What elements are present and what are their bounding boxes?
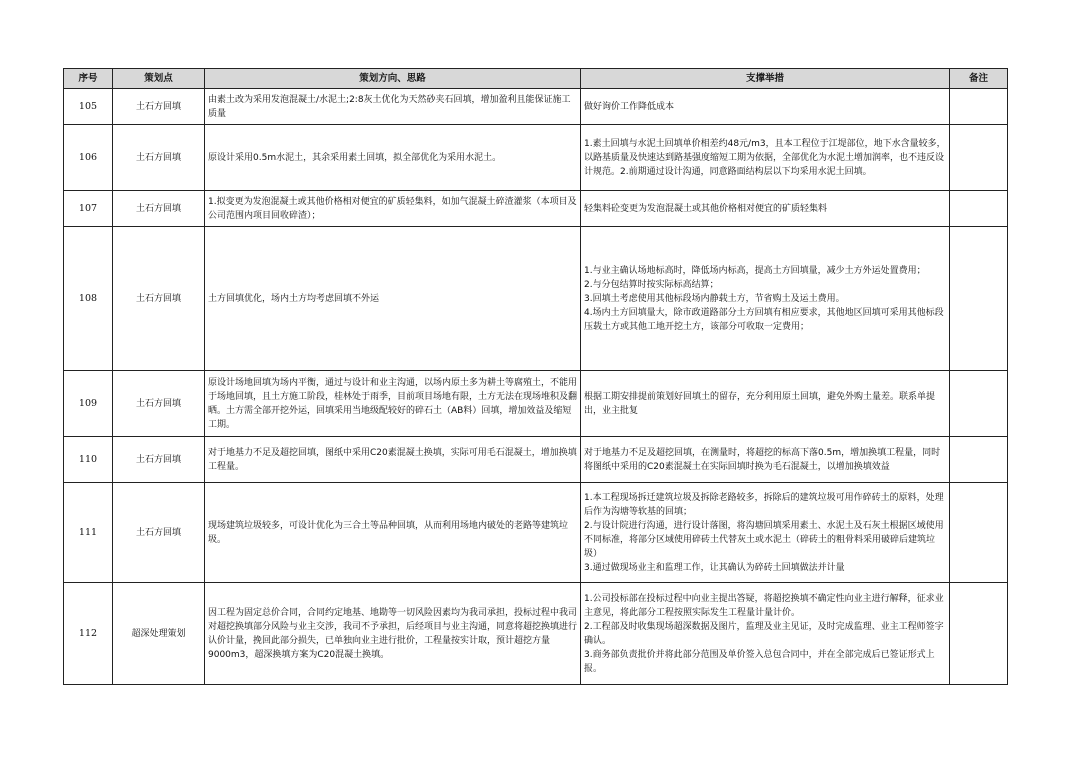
planning-point-cell: 超深处理策划 [113, 583, 205, 685]
direction-cell-line: 由素土改为采用发泡混凝土/水泥土;2:8灰土优化为天然砂夹石回填，增加盈利且能保证施工质量 [208, 94, 571, 119]
direction-cell-line: 现场建筑垃圾较多，可设计优化为三合土等品种回填，从而利用场地内破处的老路等建筑垃圾。 [208, 520, 569, 545]
remarks-cell [950, 583, 1008, 685]
direction-cell [205, 227, 581, 371]
measures-cell-line: 1.素土回填与水泥土回填单价相差约48元/m3，且本工程位于江堤部位，地下水含量较多，以路基质量及快速达到路基强度缩短工期为依据，全部优化为水泥土增加润率，也不违反设计规范。2.前期通过设计沟通，同意路面结构层以下均采用水泥土回填。 [584, 138, 946, 177]
planning-point-cell: 土石方回填 [113, 125, 205, 191]
measures-cell-line: 3.回填土考虑使用其他标段场内静载土方，节省购土及运土费用。 [584, 293, 845, 304]
planning-point-cell: 土石方回填 [113, 371, 205, 437]
measures-cell [581, 191, 950, 227]
direction-cell-line: 原设计场地回填为场内平衡，通过与设计和业主沟通，以场内原土多为耕土等腐殖土，不能用于场地回填，且土方施工阶段，桂林处于雨季，目前项目场地有限，土方无法在现场堆积及翻晒。土方需全部开挖外运，回填采用当地级配较好的碎石土（AB料）回填，增加效益及缩短工期。 [208, 377, 578, 430]
planning-point-cell: 土石方回填 [113, 483, 205, 583]
measures-cell [581, 227, 950, 371]
table-row [64, 227, 1008, 371]
measures-cell-line: 2.工程部及时收集现场超深数据及图片，监理及业主见证，及时完成监理、业主工程师签字确认。 [584, 621, 944, 646]
direction-cell [205, 483, 581, 583]
measures-cell-line: 对于地基力不足及超挖回填，在测量时，将超挖的标高下落0.5m，增加换填工程量，同时将图纸中采用的C20素混凝土在实际回填时换为毛石混凝土，以增加换填效益 [584, 447, 941, 472]
planning-point-cell: 土石方回填 [113, 191, 205, 227]
direction-cell-line: 土方回填优化，场内土方均考虑回填不外运 [208, 293, 380, 304]
serial-cell: 108 [64, 227, 113, 371]
serial-cell: 107 [64, 191, 113, 227]
direction-cell-line: 原设计采用0.5m水泥土，其余采用素土回填，拟全部优化为采用水泥土。 [208, 152, 502, 163]
direction-cell [205, 125, 581, 191]
direction-cell [205, 583, 581, 685]
serial-cell: 110 [64, 437, 113, 483]
direction-cell [205, 371, 581, 437]
measures-cell-line: 3.商务部负责批价并将此部分范围及单价签入总包合同中，并在全部完成后已签证形式上报。 [584, 649, 935, 674]
serial-cell: 106 [64, 125, 113, 191]
measures-cell [581, 437, 950, 483]
direction-cell [205, 437, 581, 483]
measures-cell-line: 2.与分包结算时按实际标高结算； [584, 279, 719, 290]
direction-cell [205, 89, 581, 125]
serial-cell: 105 [64, 89, 113, 125]
measures-cell [581, 89, 950, 125]
header-serial: 序号 [64, 69, 113, 89]
planning-point-cell: 土石方回填 [113, 227, 205, 371]
measures-cell-line: 1.与业主确认场地标高时，降低场内标高，提高土方回填量，减少土方外运处置费用； [584, 265, 926, 276]
table-row [64, 125, 1008, 191]
serial-cell: 109 [64, 371, 113, 437]
table-row [64, 437, 1008, 483]
measures-cell-line: 1.公司投标部在投标过程中向业主提出答疑，将超挖换填不确定性向业主进行解释，征求业主意见，将此部分工程按照实际发生工程量计量计价。 [584, 593, 944, 618]
measures-cell-line: 1.本工程现场拆迁建筑垃圾及拆除老路较多，拆除后的建筑垃圾可用作碎砖土的原料，处理后作为沟塘等软基的回填； [584, 492, 944, 517]
table-header-row [64, 69, 1008, 89]
planning-point-cell: 土石方回填 [113, 437, 205, 483]
serial-cell: 111 [64, 483, 113, 583]
measures-cell [581, 125, 950, 191]
header-direction: 策划方向、思路 [205, 69, 581, 89]
table-row [64, 583, 1008, 685]
table-row [64, 483, 1008, 583]
header-remarks: 备注 [950, 69, 1008, 89]
remarks-cell [950, 483, 1008, 583]
direction-cell-line: 对于地基力不足及超挖回填，图纸中采用C20素混凝土换填，实际可用毛石混凝土，增加换填工程量。 [208, 447, 577, 472]
measures-cell-line: 做好询价工作降低成本 [584, 101, 675, 112]
table-row [64, 89, 1008, 125]
direction-cell-line: 1.拟变更为发泡混凝土或其他价格相对便宜的矿质轻集料，如加气混凝土碎渣灌浆（本项目及公司范围内项目回收碎渣）； [208, 196, 577, 221]
measures-cell-line: 3.通过做现场业主和监理工作，让其确认为碎砖土回填做法并计量 [584, 562, 845, 573]
remarks-cell [950, 437, 1008, 483]
document-sheet [63, 68, 1007, 685]
remarks-cell [950, 125, 1008, 191]
measures-cell [581, 371, 950, 437]
measures-cell [581, 583, 950, 685]
remarks-cell [950, 371, 1008, 437]
direction-cell-line: 因工程为固定总价合同，合同约定地基、地勘等一切风险因素均为我司承担，投标过程中我司对超挖换填部分风险与业主交涉，我司不予承担，后经项目与业主沟通，同意将超挖换填进行认价计量，挽回此部分损失，已单独向业主进行批价，工程量按实计取，预计超挖方量9000m3，超深换填方案为C20混凝土换填。 [208, 607, 578, 660]
measures-cell-line: 轻集料砼变更为发泡混凝土或其他价格相对便宜的矿质轻集料 [584, 203, 828, 214]
measures-cell [581, 483, 950, 583]
direction-cell [205, 191, 581, 227]
measures-cell-line: 4.场内土方回填量大，除市政道路部分土方回填有相应要求，其他地区回填可采用其他标段压载土方或其他工地开挖土方，该部分可收取一定费用； [584, 307, 944, 332]
table-row [64, 191, 1008, 227]
measures-cell-line: 2.与设计院进行沟通，进行设计落图，将沟塘回填采用素土、水泥土及石灰土根据区域使用不同标准，将部分区域使用碎砖土代替灰土或水泥土（碎砖土的粗骨料采用破碎后建筑垃圾） [584, 520, 944, 559]
remarks-cell [950, 227, 1008, 371]
planning-point-cell: 土石方回填 [113, 89, 205, 125]
remarks-cell [950, 89, 1008, 125]
remarks-cell [950, 191, 1008, 227]
serial-cell: 112 [64, 583, 113, 685]
planning-table [63, 68, 1008, 685]
header-planning-point: 策划点 [113, 69, 205, 89]
measures-cell-line: 根据工期安排提前策划好回填土的留存，充分利用原土回填，避免外购土量差。联系单提出，业主批复 [584, 391, 936, 416]
header-measures: 支撑举措 [581, 69, 950, 89]
table-row [64, 371, 1008, 437]
